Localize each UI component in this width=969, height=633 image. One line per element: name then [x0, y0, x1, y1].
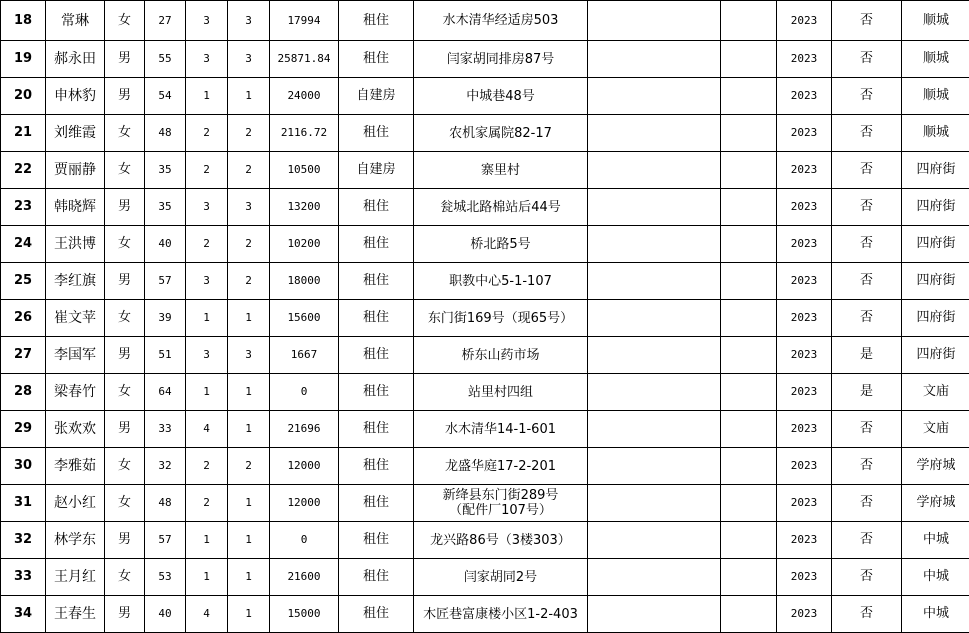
table-row	[1, 522, 969, 559]
blank-cell-cell	[588, 522, 721, 559]
address-line: 中城巷48号	[414, 89, 587, 104]
area-cell: 四府街	[902, 189, 969, 226]
year-cell: 2023	[777, 559, 832, 596]
address-line: 木匠巷富康楼小区1-2-403	[414, 607, 587, 622]
area-cell: 四府街	[902, 337, 969, 374]
address-line: 龙盛华庭17-2-201	[414, 459, 587, 474]
member-count-cell: 3	[228, 41, 270, 78]
flag-cell: 否	[832, 559, 902, 596]
resident-name-cell: 王洪博	[46, 226, 105, 263]
address-line-2: （配件厂107号）	[414, 503, 587, 518]
gender-cell: 女	[105, 115, 145, 152]
blank-cell-cell	[588, 485, 721, 522]
blank-cell-cell	[588, 263, 721, 300]
income-cell: 13200	[270, 189, 339, 226]
resident-name-cell: 韩晓辉	[46, 189, 105, 226]
row-number-cell: 34	[1, 596, 46, 633]
income-cell: 21600	[270, 559, 339, 596]
row-number-cell: 18	[1, 1, 46, 41]
row-number-cell: 20	[1, 78, 46, 115]
resident-name-cell: 李红旗	[46, 263, 105, 300]
blank-cell-cell	[721, 411, 777, 448]
row-number-cell: 24	[1, 226, 46, 263]
gender-cell: 女	[105, 559, 145, 596]
resident-name-cell: 王月红	[46, 559, 105, 596]
member-count-cell: 1	[228, 522, 270, 559]
address-cell	[414, 559, 588, 596]
year-cell: 2023	[777, 115, 832, 152]
area-cell: 四府街	[902, 300, 969, 337]
row-number-cell: 30	[1, 448, 46, 485]
address-line: 龙兴路86号（3楼303）	[414, 533, 587, 548]
blank-cell-cell	[721, 448, 777, 485]
address-line: 寨里村	[414, 163, 587, 178]
housing-type-cell: 租住	[339, 522, 414, 559]
table-row	[1, 374, 969, 411]
gender-cell: 男	[105, 41, 145, 78]
member-count-cell: 2	[228, 152, 270, 189]
flag-cell: 否	[832, 411, 902, 448]
year-cell: 2023	[777, 522, 832, 559]
blank-cell-cell	[588, 226, 721, 263]
gender-cell: 男	[105, 78, 145, 115]
year-cell: 2023	[777, 411, 832, 448]
blank-cell-cell	[721, 337, 777, 374]
resident-name-cell: 常琳	[46, 1, 105, 41]
area-cell: 四府街	[902, 263, 969, 300]
year-cell: 2023	[777, 41, 832, 78]
housing-type-cell: 租住	[339, 559, 414, 596]
gender-cell: 女	[105, 152, 145, 189]
income-cell: 1667	[270, 337, 339, 374]
age-cell: 54	[145, 78, 186, 115]
housing-type-cell: 租住	[339, 411, 414, 448]
housing-type-cell: 租住	[339, 1, 414, 41]
table-row	[1, 448, 969, 485]
blank-cell-cell	[721, 522, 777, 559]
blank-cell-cell	[721, 78, 777, 115]
row-number-cell: 26	[1, 300, 46, 337]
blank-cell-cell	[721, 374, 777, 411]
household-count-cell: 4	[186, 411, 228, 448]
blank-cell-cell	[721, 485, 777, 522]
income-cell: 0	[270, 522, 339, 559]
blank-cell-cell	[588, 115, 721, 152]
housing-type-cell: 自建房	[339, 152, 414, 189]
household-count-cell: 1	[186, 374, 228, 411]
household-count-cell: 1	[186, 300, 228, 337]
table-row	[1, 115, 969, 152]
housing-type-cell: 租住	[339, 41, 414, 78]
member-count-cell: 1	[228, 485, 270, 522]
row-number-cell: 19	[1, 41, 46, 78]
household-count-cell: 2	[186, 485, 228, 522]
flag-cell: 是	[832, 337, 902, 374]
blank-cell-cell	[721, 152, 777, 189]
address-cell	[414, 226, 588, 263]
address-line: 闫家胡同排房87号	[414, 52, 587, 67]
member-count-cell: 2	[228, 448, 270, 485]
resident-name-cell: 李雅茹	[46, 448, 105, 485]
row-number-cell: 27	[1, 337, 46, 374]
row-number-cell: 31	[1, 485, 46, 522]
table-row	[1, 263, 969, 300]
year-cell: 2023	[777, 189, 832, 226]
table-row	[1, 189, 969, 226]
household-count-cell: 3	[186, 1, 228, 41]
resident-name-cell: 崔文苹	[46, 300, 105, 337]
area-cell: 顺城	[902, 115, 969, 152]
housing-type-cell: 租住	[339, 485, 414, 522]
blank-cell-cell	[588, 41, 721, 78]
blank-cell-cell	[588, 559, 721, 596]
address-line: 水木清华经适房503	[414, 13, 587, 28]
table-row	[1, 337, 969, 374]
blank-cell-cell	[721, 263, 777, 300]
resident-name-cell: 刘维霞	[46, 115, 105, 152]
address-cell	[414, 300, 588, 337]
address-line: 桥东山药市场	[414, 348, 587, 363]
resident-name-cell: 王春生	[46, 596, 105, 633]
year-cell: 2023	[777, 337, 832, 374]
address-cell	[414, 1, 588, 41]
area-cell: 中城	[902, 559, 969, 596]
blank-cell-cell	[721, 559, 777, 596]
table-row	[1, 596, 969, 633]
blank-cell-cell	[721, 1, 777, 41]
gender-cell: 女	[105, 226, 145, 263]
resident-name-cell: 林学东	[46, 522, 105, 559]
address-line: 东门街169号（现65号）	[414, 311, 587, 326]
age-cell: 32	[145, 448, 186, 485]
gender-cell: 男	[105, 522, 145, 559]
income-cell: 2116.72	[270, 115, 339, 152]
blank-cell-cell	[721, 300, 777, 337]
row-number-cell: 33	[1, 559, 46, 596]
address-cell	[414, 78, 588, 115]
household-count-cell: 2	[186, 115, 228, 152]
gender-cell: 女	[105, 448, 145, 485]
area-cell: 学府城	[902, 485, 969, 522]
blank-cell-cell	[588, 300, 721, 337]
address-cell	[414, 411, 588, 448]
address-line: 闫家胡同2号	[414, 570, 587, 585]
age-cell: 51	[145, 337, 186, 374]
table-row	[1, 226, 969, 263]
address-cell	[414, 596, 588, 633]
blank-cell-cell	[588, 1, 721, 41]
housing-type-cell: 租住	[339, 263, 414, 300]
table-row	[1, 78, 969, 115]
age-cell: 55	[145, 41, 186, 78]
household-count-cell: 1	[186, 522, 228, 559]
flag-cell: 否	[832, 41, 902, 78]
income-cell: 0	[270, 374, 339, 411]
blank-cell-cell	[588, 189, 721, 226]
address-line: 职教中心5-1-107	[414, 274, 587, 289]
household-count-cell: 3	[186, 263, 228, 300]
blank-cell-cell	[721, 596, 777, 633]
table-row	[1, 152, 969, 189]
table-row	[1, 559, 969, 596]
blank-cell-cell	[588, 78, 721, 115]
area-cell: 顺城	[902, 1, 969, 41]
resident-name-cell: 申林豹	[46, 78, 105, 115]
age-cell: 39	[145, 300, 186, 337]
household-count-cell: 1	[186, 78, 228, 115]
area-cell: 文庙	[902, 374, 969, 411]
member-count-cell: 1	[228, 374, 270, 411]
member-count-cell: 1	[228, 559, 270, 596]
household-count-cell: 3	[186, 337, 228, 374]
housing-type-cell: 租住	[339, 596, 414, 633]
address-line: 站里村四组	[414, 385, 587, 400]
table-body	[1, 1, 969, 633]
household-count-cell: 4	[186, 596, 228, 633]
address-cell	[414, 374, 588, 411]
address-cell	[414, 522, 588, 559]
resident-name-cell: 梁春竹	[46, 374, 105, 411]
age-cell: 48	[145, 485, 186, 522]
address-cell	[414, 337, 588, 374]
table-row	[1, 1, 969, 41]
flag-cell: 否	[832, 152, 902, 189]
blank-cell-cell	[588, 411, 721, 448]
income-cell: 10200	[270, 226, 339, 263]
year-cell: 2023	[777, 485, 832, 522]
resident-name-cell: 张欢欢	[46, 411, 105, 448]
address-cell	[414, 152, 588, 189]
address-cell	[414, 189, 588, 226]
blank-cell-cell	[721, 115, 777, 152]
age-cell: 53	[145, 559, 186, 596]
flag-cell: 否	[832, 263, 902, 300]
row-number-cell: 28	[1, 374, 46, 411]
income-cell: 18000	[270, 263, 339, 300]
housing-type-cell: 租住	[339, 300, 414, 337]
housing-type-cell: 租住	[339, 189, 414, 226]
year-cell: 2023	[777, 1, 832, 41]
age-cell: 57	[145, 263, 186, 300]
member-count-cell: 3	[228, 189, 270, 226]
gender-cell: 男	[105, 596, 145, 633]
flag-cell: 否	[832, 300, 902, 337]
area-cell: 顺城	[902, 41, 969, 78]
resident-name-cell: 赵小红	[46, 485, 105, 522]
address-cell	[414, 485, 588, 522]
year-cell: 2023	[777, 300, 832, 337]
member-count-cell: 1	[228, 300, 270, 337]
area-cell: 四府街	[902, 226, 969, 263]
gender-cell: 女	[105, 300, 145, 337]
member-count-cell: 2	[228, 263, 270, 300]
age-cell: 57	[145, 522, 186, 559]
housing-type-cell: 租住	[339, 115, 414, 152]
age-cell: 35	[145, 152, 186, 189]
address-cell	[414, 41, 588, 78]
year-cell: 2023	[777, 152, 832, 189]
household-count-cell: 1	[186, 559, 228, 596]
year-cell: 2023	[777, 263, 832, 300]
member-count-cell: 3	[228, 1, 270, 41]
table-row	[1, 411, 969, 448]
income-cell: 17994	[270, 1, 339, 41]
flag-cell: 否	[832, 1, 902, 41]
area-cell: 顺城	[902, 78, 969, 115]
flag-cell: 否	[832, 485, 902, 522]
age-cell: 40	[145, 226, 186, 263]
gender-cell: 女	[105, 1, 145, 41]
blank-cell-cell	[588, 337, 721, 374]
row-number-cell: 22	[1, 152, 46, 189]
flag-cell: 否	[832, 226, 902, 263]
age-cell: 48	[145, 115, 186, 152]
table-row	[1, 41, 969, 78]
address-line: 瓮城北路棉站后44号	[414, 200, 587, 215]
income-cell: 10500	[270, 152, 339, 189]
flag-cell: 否	[832, 78, 902, 115]
address-line: 桥北路5号	[414, 237, 587, 252]
household-count-cell: 2	[186, 448, 228, 485]
blank-cell-cell	[588, 596, 721, 633]
row-number-cell: 23	[1, 189, 46, 226]
blank-cell-cell	[588, 374, 721, 411]
flag-cell: 否	[832, 115, 902, 152]
row-number-cell: 29	[1, 411, 46, 448]
address-cell	[414, 448, 588, 485]
gender-cell: 男	[105, 337, 145, 374]
income-cell: 12000	[270, 485, 339, 522]
table-row	[1, 485, 969, 522]
member-count-cell: 2	[228, 226, 270, 263]
blank-cell-cell	[721, 41, 777, 78]
blank-cell-cell	[588, 152, 721, 189]
age-cell: 27	[145, 1, 186, 41]
income-cell: 24000	[270, 78, 339, 115]
income-cell: 21696	[270, 411, 339, 448]
year-cell: 2023	[777, 78, 832, 115]
housing-type-cell: 自建房	[339, 78, 414, 115]
gender-cell: 男	[105, 263, 145, 300]
gender-cell: 女	[105, 374, 145, 411]
resident-name-cell: 郝永田	[46, 41, 105, 78]
year-cell: 2023	[777, 448, 832, 485]
area-cell: 学府城	[902, 448, 969, 485]
flag-cell: 否	[832, 448, 902, 485]
year-cell: 2023	[777, 226, 832, 263]
address-line: 水木清华14-1-601	[414, 422, 587, 437]
area-cell: 文庙	[902, 411, 969, 448]
income-cell: 12000	[270, 448, 339, 485]
resident-name-cell: 李国军	[46, 337, 105, 374]
household-count-cell: 2	[186, 226, 228, 263]
gender-cell: 男	[105, 189, 145, 226]
income-cell: 15000	[270, 596, 339, 633]
area-cell: 四府街	[902, 152, 969, 189]
address-cell	[414, 115, 588, 152]
gender-cell: 女	[105, 485, 145, 522]
age-cell: 33	[145, 411, 186, 448]
income-cell: 15600	[270, 300, 339, 337]
household-count-cell: 3	[186, 41, 228, 78]
member-count-cell: 1	[228, 78, 270, 115]
area-cell: 中城	[902, 522, 969, 559]
member-count-cell: 3	[228, 337, 270, 374]
age-cell: 40	[145, 596, 186, 633]
housing-type-cell: 租住	[339, 448, 414, 485]
address-cell	[414, 263, 588, 300]
member-count-cell: 1	[228, 596, 270, 633]
housing-type-cell: 租住	[339, 337, 414, 374]
address-line: 农机家属院82-17	[414, 126, 587, 141]
flag-cell: 是	[832, 374, 902, 411]
member-count-cell: 1	[228, 411, 270, 448]
member-count-cell: 2	[228, 115, 270, 152]
age-cell: 35	[145, 189, 186, 226]
blank-cell-cell	[721, 226, 777, 263]
flag-cell: 否	[832, 522, 902, 559]
blank-cell-cell	[588, 448, 721, 485]
address-line: 新绛县东门街289号	[414, 488, 587, 503]
flag-cell: 否	[832, 596, 902, 633]
table-row	[1, 300, 969, 337]
housing-type-cell: 租住	[339, 226, 414, 263]
year-cell: 2023	[777, 374, 832, 411]
row-number-cell: 25	[1, 263, 46, 300]
area-cell: 中城	[902, 596, 969, 633]
household-count-cell: 3	[186, 189, 228, 226]
age-cell: 64	[145, 374, 186, 411]
resident-name-cell: 贾丽静	[46, 152, 105, 189]
flag-cell: 否	[832, 189, 902, 226]
gender-cell: 男	[105, 411, 145, 448]
household-count-cell: 2	[186, 152, 228, 189]
row-number-cell: 21	[1, 115, 46, 152]
income-cell: 25871.84	[270, 41, 339, 78]
year-cell: 2023	[777, 596, 832, 633]
blank-cell-cell	[721, 189, 777, 226]
housing-type-cell: 租住	[339, 374, 414, 411]
row-number-cell: 32	[1, 522, 46, 559]
